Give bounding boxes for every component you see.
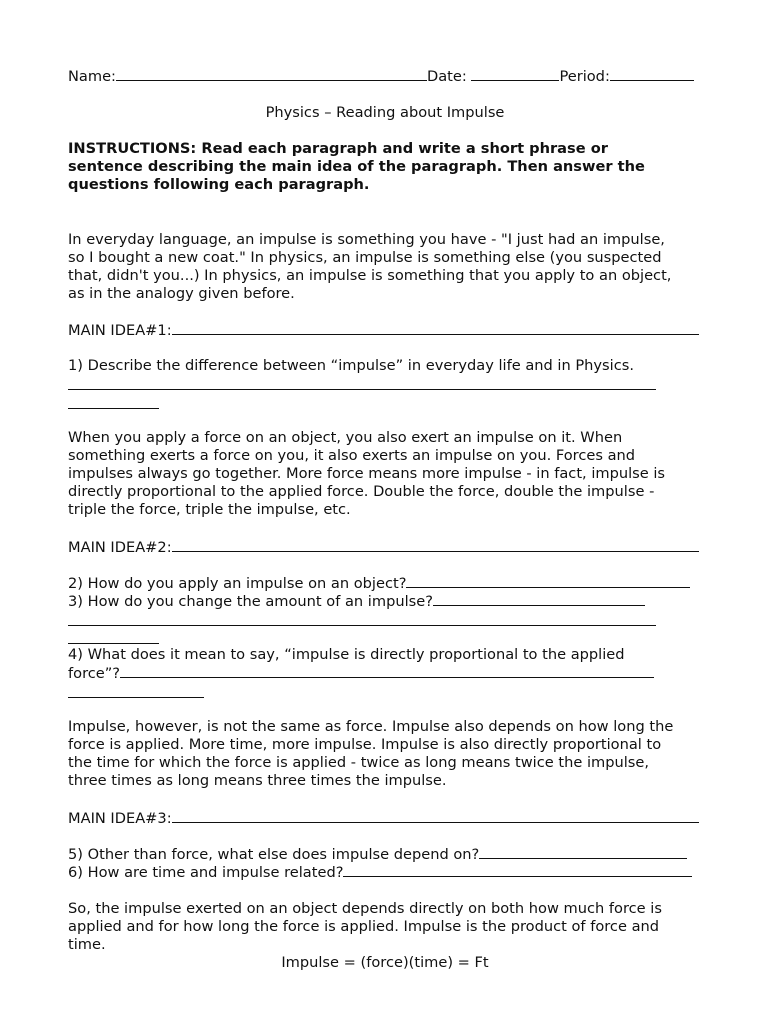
question-4-line2	[68, 664, 654, 683]
paragraph-4-line: time.	[68, 936, 106, 953]
answer-3-blank[interactable]	[433, 592, 645, 606]
answer-1-line[interactable]	[68, 389, 656, 390]
answer-3-line[interactable]	[68, 625, 656, 626]
answer-3-line[interactable]	[68, 643, 159, 644]
question-3-text: 3) How do you change the amount of an impulse?	[68, 593, 433, 610]
question-6	[68, 863, 692, 882]
paragraph-3-line: the time for which the force is applied - twice as long means twice the impulse,	[68, 754, 649, 771]
main-idea-2-blank[interactable]	[172, 538, 699, 552]
instructions-line: sentence describing the main idea of the paragraph. Then answer the	[68, 158, 645, 175]
paragraph-1-line: that, didn't you...) In physics, an impulse is something that you apply to an object,	[68, 267, 672, 284]
answer-4-blank[interactable]	[120, 664, 654, 678]
answer-2-blank[interactable]	[406, 574, 690, 588]
main-idea-1	[68, 321, 699, 340]
paragraph-3-line: force is applied. More time, more impulse. Impulse is also directly proportional to	[68, 736, 662, 753]
paragraph-2-line: something exerts a force on you, it also exerts an impulse on you. Forces and	[68, 447, 636, 464]
header-row	[68, 67, 694, 86]
paragraph-3-line: Impulse, however, is not the same as force. Impulse also depends on how long the	[68, 718, 674, 735]
paragraph-2-line: When you apply a force on an object, you also exert an impulse on it. When	[68, 429, 623, 446]
date-blank[interactable]	[471, 67, 559, 81]
name-label: Name:	[68, 68, 116, 85]
main-idea-3-blank[interactable]	[172, 809, 699, 823]
period-blank[interactable]	[610, 67, 694, 81]
instructions-line: questions following each paragraph.	[68, 176, 370, 193]
paragraph-2-line: directly proportional to the applied force. Double the force, double the impulse -	[68, 483, 655, 500]
question-5-text: 5) Other than force, what else does impulse depend on?	[68, 846, 480, 863]
main-idea-3-label: MAIN IDEA#3:	[68, 810, 172, 827]
question-1: 1) Describe the difference between “impulse” in everyday life and in Physics.	[68, 357, 634, 374]
answer-4-line[interactable]	[68, 697, 204, 698]
question-4-text: force”?	[68, 665, 121, 682]
paragraph-1-line: as in the analogy given before.	[68, 285, 295, 302]
instructions-line: INSTRUCTIONS: Read each paragraph and write a short phrase or	[68, 140, 608, 157]
main-idea-1-blank[interactable]	[172, 321, 699, 335]
paragraph-3-line: three times as long means three times the impulse.	[68, 772, 447, 789]
paragraph-1-line: In everyday language, an impulse is something you have - "I just had an impulse,	[68, 231, 665, 248]
question-4-line: 4) What does it mean to say, “impulse is directly proportional to the applied	[68, 646, 625, 663]
date-label: Date:	[426, 68, 467, 85]
paragraph-2-line: impulses always go together. More force means more impulse - in fact, impulse is	[68, 465, 666, 482]
main-idea-2-label: MAIN IDEA#2:	[68, 539, 172, 556]
impulse-formula: Impulse = (force)(time) = Ft	[281, 954, 489, 971]
paragraph-4-line: So, the impulse exerted on an object depends directly on both how much force is	[68, 900, 662, 917]
paragraph-4-line: applied and for how long the force is applied. Impulse is the product of force and	[68, 918, 660, 935]
answer-6-blank[interactable]	[343, 863, 692, 877]
page-title: Physics – Reading about Impulse	[265, 104, 505, 121]
period-label: Period:	[559, 68, 610, 85]
question-2-text: 2) How do you apply an impulse on an object?	[68, 575, 407, 592]
paragraph-1-line: so I bought a new coat." In physics, an impulse is something else (you suspected	[68, 249, 662, 266]
question-5	[68, 845, 687, 864]
question-2	[68, 574, 690, 593]
answer-5-blank[interactable]	[479, 845, 687, 859]
main-idea-3	[68, 809, 699, 828]
main-idea-1-label: MAIN IDEA#1:	[68, 322, 172, 339]
name-blank[interactable]	[116, 67, 427, 81]
question-3	[68, 592, 645, 611]
question-6-text: 6) How are time and impulse related?	[68, 864, 344, 881]
paragraph-2-line: triple the force, triple the impulse, etc.	[68, 501, 351, 518]
main-idea-2	[68, 538, 699, 557]
answer-1-line[interactable]	[68, 408, 159, 409]
